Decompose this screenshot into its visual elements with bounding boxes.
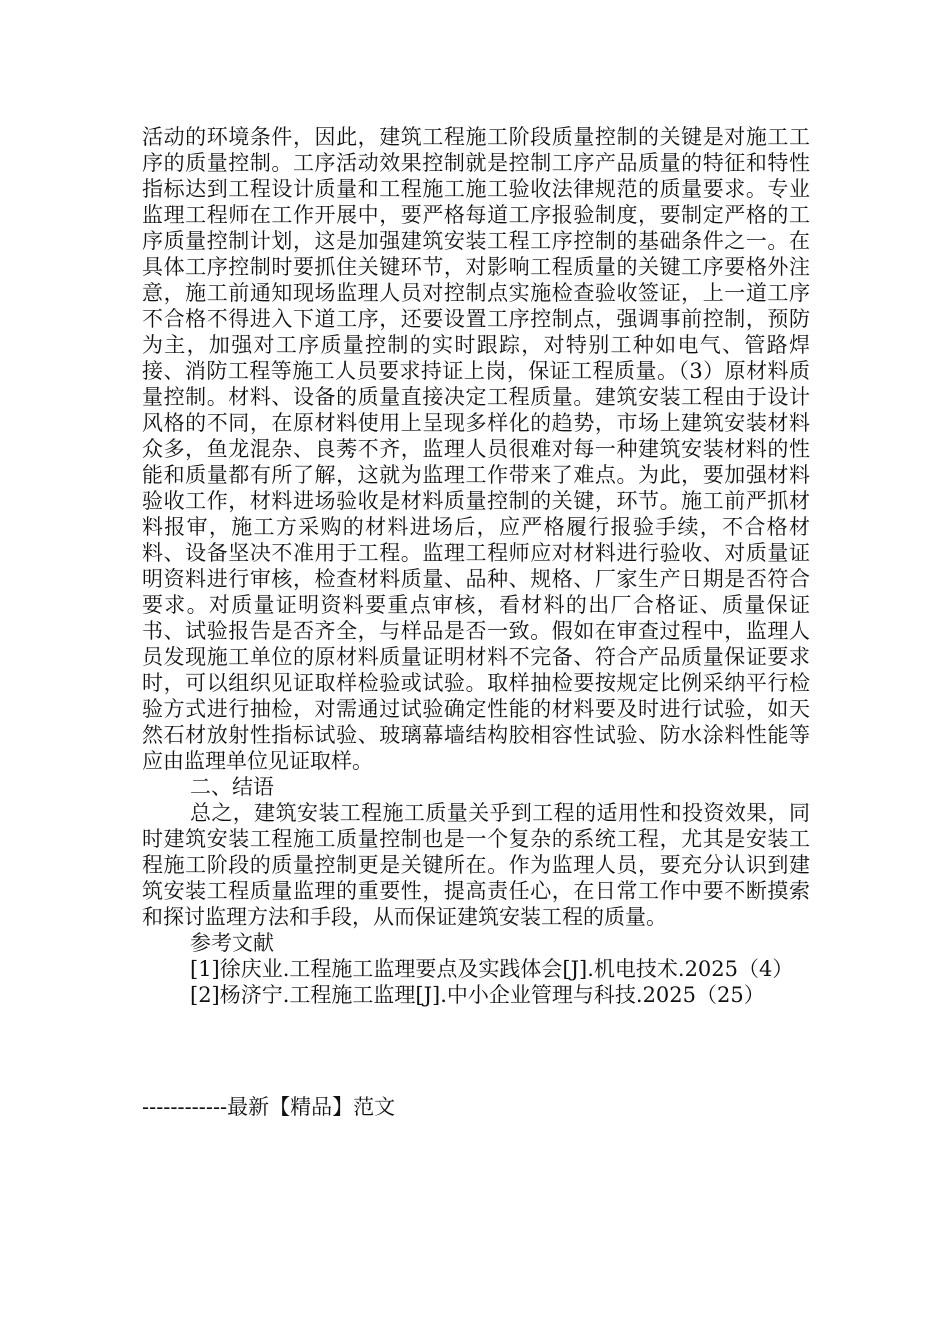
reference-item-2: [2]杨济宁.工程施工监理[J].中小企业管理与科技.2025（25） <box>190 983 765 1007</box>
page-footer: ------------最新【精品】范文 <box>142 1095 396 1119</box>
reference-item-1: [1]徐庆业.工程施工监理要点及实践体会[J].机电技术.2025（4） <box>190 957 794 981</box>
document-body <box>142 124 810 1008</box>
section-heading-conclusion: 二、结语 <box>190 775 274 799</box>
conclusion-paragraph: 总之，建筑安装工程施工质量关乎到工程的适用性和投资效果，同时建筑安装工程施工质量控制也是一个复杂的系统工程，尤其是安装工程施工阶段的质量控制更是关键所在。作为监理人员，要充分认识到建筑安装工程质量监理的重要性，提高责任心，在日常工作中要不断摸索和探讨监理方法和手段，从而保证建筑安装工程的质量。 <box>142 801 810 929</box>
body-paragraph-continued: 活动的环境条件，因此，建筑工程施工阶段质量控制的关键是对施工工序的质量控制。工序活动效果控制就是控制工序产品质量的特征和特性指标达到工程设计质量和工程施工施工验收法律规范的质量要求。专业监理工程师在工作开展中，要严格每道工序报验制度，要制定严格的工序质量控制计划，这是加强建筑安装工程工序控制的基础条件之一。在具体工序控制时要抓住关键环节，对影响工程质量的关键工序要格外注意，施工前通知现场监理人员对控制点实施检查验收签证，上一道工序不合格不得进入下道工序，还要设置工序控制点，强调事前控制，预防为主，加强对工序质量控制的实时跟踪，对特别工种如电气、管路焊接、消防工程等施工人员要求持证上岗，保证工程质量。（3）原材料质量控制。材料、设备的质量直接决定工程质量。建筑安装工程由于设计风格的不同，在原材料使用上呈现多样化的趋势，市场上建筑安装材料众多，鱼龙混杂、良莠不齐，监理人员很难对每一种建筑安装材料的性能和质量都有所了解，这就为监理工作带来了难点。为此，要加强材料验收工作，材料进场验收是材料质量控制的关键，环节。施工前严抓材料报审，施工方采购的材料进场后，应严格履行报验手续，不合格材料、设备坚决不准用于工程。监理工程师应对材料进行验收、对质量证明资料进行审核，检查材料质量、品种、规格、厂家生产日期是否符合要求。对质量证明资料要重点审核，看材料的出厂合格证、质量保证书、试验报告是否齐全，与样品是否一致。假如在审查过程中，监理人员发现施工单位的原材料质量证明材料不完备、符合产品质量保证要求时，可以组织见证取样检验或试验。取样抽检要按规定比例采纳平行检验方式进行抽检，对需通过试验确定性能的材料要及时进行试验，如天然石材放射性指标试验、玻璃幕墙结构胶相容性试验、防水涂料性能等应由监理单位见证取样。 <box>142 125 810 773</box>
references-heading: 参考文献 <box>190 931 274 955</box>
